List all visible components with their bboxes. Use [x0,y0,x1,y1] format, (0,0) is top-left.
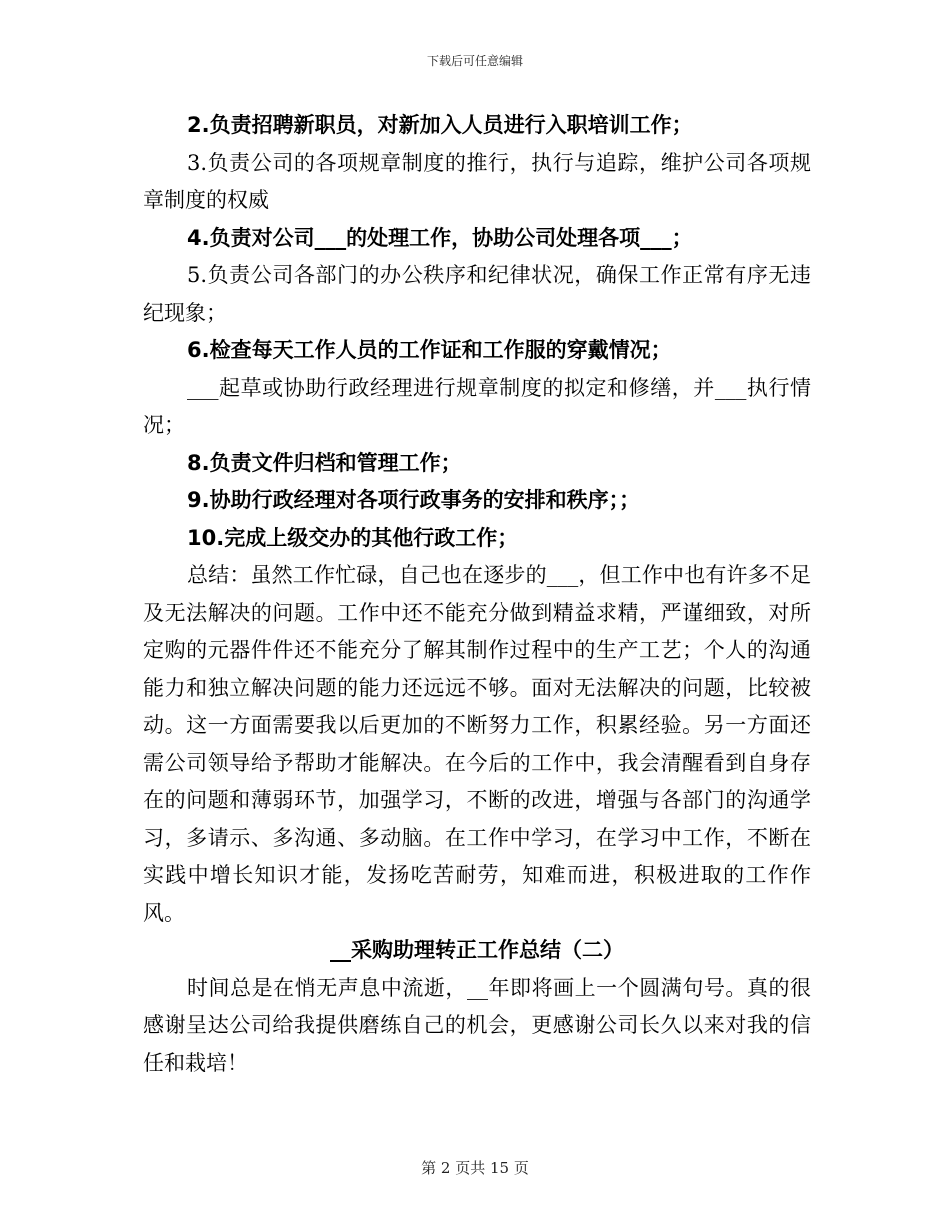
intro-paragraph: 时间总是在悄无声息中流逝，__年即将画上一个圆满句号。真的很感谢呈达公司给我提供磨练自己的机会，更感谢公司长久以来对我的信任和栽培！ [143,975,811,1075]
paragraph-item-10: 10.完成上级交办的其他行政工作； [187,525,519,550]
paragraph-item-3: 3.负责公司的各项规章制度的推行，执行与追踪，维护公司各项规章制度的权威 [143,150,811,212]
summary-paragraph: 总结：虽然工作忙碌，自己也在逐步的___，但工作中也有许多不足及无法解决的问题。工作中还不能充分做到精益求精，严谨细致，对所定购的元器件件还不能充分了解其制作过程中的生产工艺；个人的沟通能力和独立解决问题的能力还远远不够。面对无法解决的问题，比较被动。这一方面需要我以后更加的不断努力工作，积累经验。另一方面还需公司领导给予帮助才能解决。在今后的工作中，我会清醒看到自身存在的问题和薄弱环节，加强学习，不断的改进，增强与各部门的沟通学习，多请示、多沟通、多动脑。在工作中学习，在学习中工作，不断在实践中增长知识才能，发扬吃苦耐劳，知难而进，积极进取的工作作风。 [143,563,811,925]
paragraph-item-4: 4.负责对公司___的处理工作，协助公司处理各项___； [187,225,693,250]
paragraph-item-9: 9.协助行政经理对各项行政事务的安排和秩序；； [187,488,641,512]
paragraph-item-2: 2.负责招聘新职员，对新加入人员进行入职培训工作； [187,113,693,137]
paragraph-item-7: ___起草或协助行政经理进行规章制度的拟定和修缮，并___执行情况； [143,375,811,437]
page-header: 下载后可任意编辑 [426,54,523,68]
section-title: __采购助理转正工作总结（二） [330,938,624,962]
page-footer: 第 2 页共 15 页 [421,1159,529,1177]
paragraph-item-5: 5.负责公司各部门的办公秩序和纪律状况，确保工作正常有序无违纪现象； [143,263,811,325]
paragraph-item-8: 8.负责文件归档和管理工作； [187,450,462,475]
document-body [143,107,811,1082]
paragraph-item-6: 6.检查每天工作人员的工作证和工作服的穿戴情况； [187,338,672,362]
